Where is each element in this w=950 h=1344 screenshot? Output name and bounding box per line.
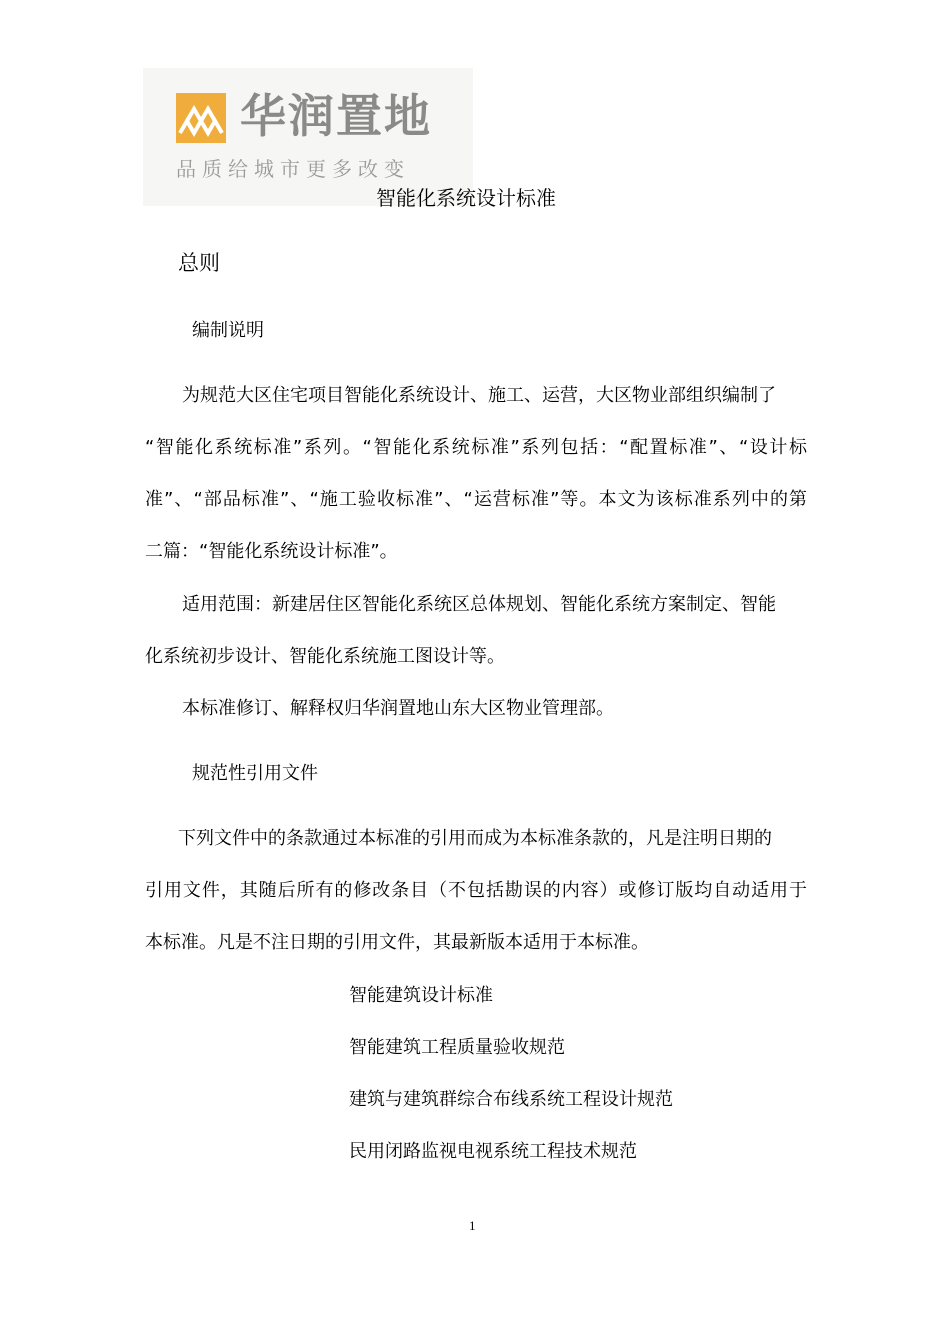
logo-name: 华润置地 — [240, 89, 432, 143]
reference-item: 民用闭路监视电视系统工程技术规范 — [349, 1141, 637, 1162]
logo-mark-icon — [176, 93, 226, 143]
paragraph-line: 二篇：“智能化系统设计标准”。 — [145, 541, 398, 562]
page-number: 1 — [469, 1218, 476, 1233]
paragraph-line: 适用范围：新建居住区智能化系统区总体规划、智能化系统方案制定、智能 — [182, 594, 776, 615]
paragraph-line: 为规范大区住宅项目智能化系统设计、施工、运营，大区物业部组织编制了 — [182, 385, 776, 406]
paragraph-line: 引用文件，其随后所有的修改条目（不包括勘误的内容）或修订版均自动适用于 — [145, 880, 807, 901]
document-title: 智能化系统设计标准 — [376, 186, 556, 210]
logo-slogan: 品质给城市更多改变 — [176, 157, 410, 181]
paragraph-line: 下列文件中的条款通过本标准的引用而成为本标准条款的，凡是注明日期的 — [178, 828, 772, 849]
section-heading: 总则 — [178, 251, 220, 275]
reference-item: 建筑与建筑群综合布线系统工程设计规范 — [349, 1089, 673, 1110]
reference-item: 智能建筑工程质量验收规范 — [349, 1037, 565, 1058]
paragraph-line: 化系统初步设计、智能化系统施工图设计等。 — [145, 646, 505, 667]
paragraph-line: 本标准。凡是不注日期的引用文件，其最新版本适用于本标准。 — [145, 932, 649, 953]
reference-item: 智能建筑设计标准 — [349, 985, 493, 1006]
subsection-heading: 编制说明 — [192, 320, 264, 341]
paragraph-line: 本标准修订、解释权归华润置地山东大区物业管理部。 — [182, 698, 614, 719]
subsection-heading: 规范性引用文件 — [192, 763, 318, 784]
paragraph-line: 准”、“部品标准”、“施工验收标准”、“运营标准”等。本文为该标准系列中的第 — [145, 489, 807, 510]
paragraph-line: “智能化系统标准”系列。“智能化系统标准”系列包括：“配置标准”、“设计标 — [145, 437, 807, 458]
